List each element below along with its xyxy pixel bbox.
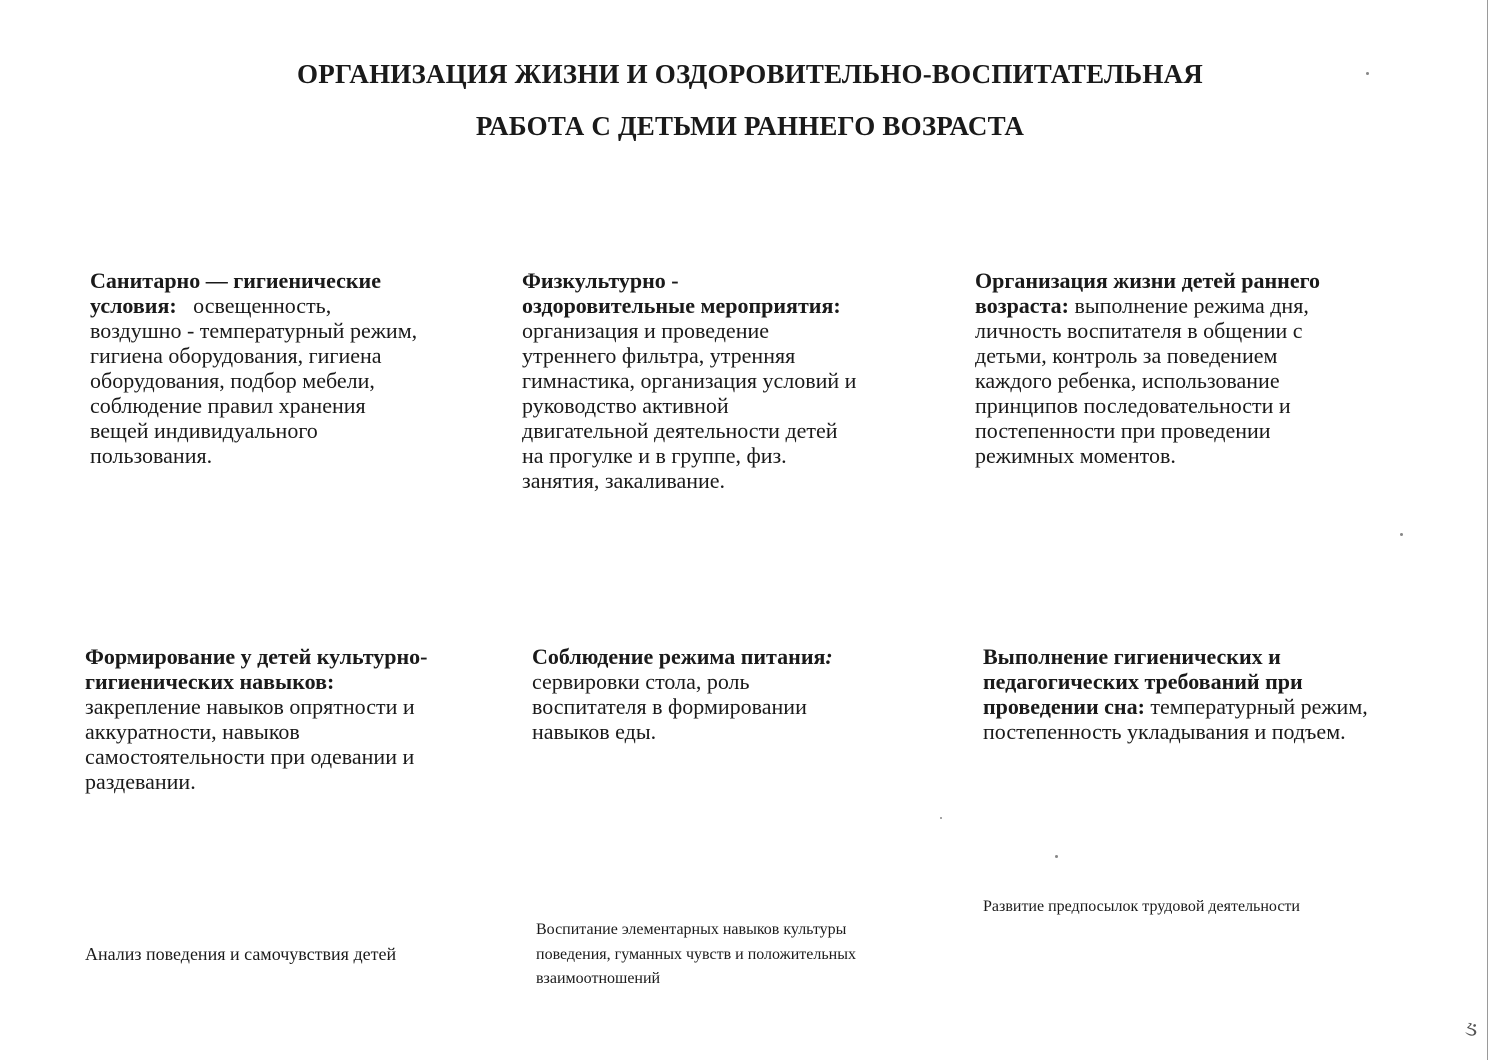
block-organization-body: выполнение режима дня, личность воспитателя в общении с детьми, контроль за поведением каждого ребенка, использование принципов последовательности и постепенности при проведении режимных моментов. bbox=[975, 293, 1309, 468]
scan-speck bbox=[1366, 72, 1369, 75]
block-fitness-body: организация и проведение утреннего фильтра, утренняя гимнастика, организация условий и руководство активной двигательной деятельности детей на прогулке и в группе, физ. занятия, закаливание. bbox=[522, 318, 857, 493]
block-sanitary bbox=[90, 268, 425, 468]
block-nutrition-colon: : bbox=[825, 644, 833, 669]
page-title bbox=[0, 48, 1500, 152]
title-line-2: РАБОТА С ДЕТЬМИ РАННЕГО ВОЗРАСТА bbox=[475, 111, 1025, 141]
block-sleep-heading: Выполнение гигиенических и педагогических требований при проведении сна: bbox=[983, 644, 1303, 719]
block-sleep bbox=[983, 644, 1403, 744]
footer-labor: Развитие предпосылок трудовой деятельности bbox=[983, 898, 1300, 915]
block-sanitary-heading: Санитарно — гигиенические условия: bbox=[90, 268, 381, 318]
block-skills-body: закрепление навыков опрятности и аккуратности, навыков самостоятельности при одевании и раздевании. bbox=[85, 694, 415, 794]
scan-speck bbox=[1400, 533, 1403, 536]
scan-speck bbox=[1055, 855, 1058, 858]
block-organization bbox=[975, 268, 1330, 468]
block-organization-heading: Организация жизни детей раннего возраста: bbox=[975, 268, 1321, 318]
footer-culture: Воспитание элементарных навыков культуры поведения, гуманных чувств и положительных взаимоотношений bbox=[536, 921, 856, 987]
block-nutrition-body: сервировки стола, роль воспитателя в формировании навыков еды. bbox=[532, 669, 807, 744]
block-fitness bbox=[522, 268, 857, 493]
block-sleep-body: температурный режим, постепенность укладывания и подъем. bbox=[983, 694, 1368, 744]
block-sanitary-body: освещенность, воздушно - температурный режим, гигиена оборудования, гигиена оборудования, подбор мебели, соблюдение правил хранения вещей индивидуального пользования. bbox=[90, 293, 418, 468]
block-fitness-heading: Физкультурно - оздоровительные мероприятия: bbox=[522, 268, 841, 318]
page-edge-line bbox=[1487, 0, 1488, 1060]
block-nutrition bbox=[532, 644, 862, 744]
block-nutrition-heading: Соблюдение режима питания bbox=[532, 644, 826, 669]
block-skills bbox=[85, 644, 430, 794]
footer-analysis: Анализ поведения и самочувствия детей bbox=[85, 944, 397, 964]
page-mark: ઙ bbox=[1460, 1015, 1482, 1044]
block-skills-heading: Формирование у детей культурно- гигиенических навыков: bbox=[85, 644, 428, 694]
title-line-1: ОРГАНИЗАЦИЯ ЖИЗНИ И ОЗДОРОВИТЕЛЬНО-ВОСПИТАТЕЛЬНАЯ bbox=[297, 59, 1203, 89]
scan-speck bbox=[940, 817, 942, 819]
